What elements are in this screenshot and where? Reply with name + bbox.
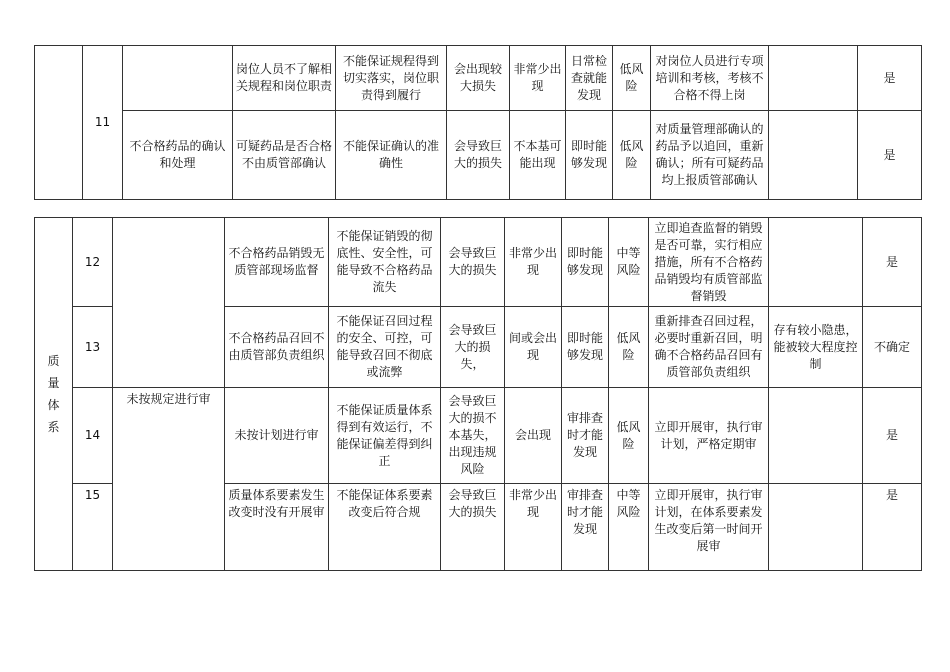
cause-cell: 不合格药品召回不由质管部负责组织 bbox=[225, 307, 329, 388]
acceptable-cell: 是 bbox=[863, 218, 922, 307]
residual-risk-cell bbox=[769, 111, 858, 200]
item-cell bbox=[113, 218, 225, 388]
residual-risk-cell bbox=[769, 46, 858, 111]
consequence-cell: 不能保证召回过程的安全、可控，可能导致召回不彻底或流弊 bbox=[329, 307, 441, 388]
measures-cell: 立即开展审，执行审计划，严格定期审 bbox=[649, 388, 769, 484]
risk-level-cell: 中等风险 bbox=[609, 218, 649, 307]
cause-cell: 岗位人员不了解相关规程和岗位职责 bbox=[233, 46, 336, 111]
acceptable-cell: 是 bbox=[858, 111, 922, 200]
measures-cell: 对质量管理部确认的药品予以追回，重新确认；所有可疑药品均上报质管部确认 bbox=[651, 111, 769, 200]
risk-level-cell: 低风险 bbox=[613, 111, 651, 200]
severity-cell: 会出现较大损失 bbox=[447, 46, 510, 111]
consequence-cell: 不能保证体系要素改变后符合规 bbox=[329, 484, 441, 571]
consequence-cell: 不能保证确认的准确性 bbox=[336, 111, 447, 200]
severity-cell: 会导致巨大的损失 bbox=[441, 218, 505, 307]
category-cell bbox=[35, 218, 73, 571]
residual-risk-cell bbox=[769, 218, 863, 307]
severity-cell: 会导致巨大的损失， bbox=[441, 307, 505, 388]
table-row bbox=[35, 46, 922, 111]
detection-cell: 日常检查就能发现 bbox=[566, 46, 613, 111]
table-row bbox=[35, 218, 922, 307]
acceptable-cell: 是 bbox=[863, 388, 922, 484]
detection-cell: 即时能够发现 bbox=[566, 111, 613, 200]
measures-cell: 立即开展审，执行审计划，在体系要素发生改变后第一时间开展审 bbox=[649, 484, 769, 571]
consequence-cell: 不能保证规程得到切实落实，岗位职责得到履行 bbox=[336, 46, 447, 111]
cause-cell: 可疑药品是否合格不由质管部确认 bbox=[233, 111, 336, 200]
item-cell: 未按规定进行审 bbox=[113, 388, 225, 571]
measures-cell: 对岗位人员进行专项培训和考核，考核不合格不得上岗 bbox=[651, 46, 769, 111]
severity-cell: 会导致巨大的损失 bbox=[441, 484, 505, 571]
row-number: 13 bbox=[73, 307, 113, 388]
likelihood-cell: 会出现 bbox=[505, 388, 562, 484]
detection-cell: 即时能够发现 bbox=[562, 218, 609, 307]
item-cell: 不合格药品的确认和处理 bbox=[123, 111, 233, 200]
measures-cell: 重新排查召回过程，必要时重新召回，明确不合格药品召回有质管部负责组织 bbox=[649, 307, 769, 388]
risk-level-cell: 低风险 bbox=[609, 307, 649, 388]
category-cell bbox=[35, 46, 83, 200]
cause-cell: 未按计划进行审 bbox=[225, 388, 329, 484]
likelihood-cell: 非常少出现 bbox=[510, 46, 566, 111]
consequence-cell: 不能保证质量体系得到有效运行，不能保证偏差得到纠正 bbox=[329, 388, 441, 484]
table-row bbox=[35, 388, 922, 484]
severity-cell: 会导致巨大的损不本基失，出现违规风险 bbox=[441, 388, 505, 484]
consequence-cell: 不能保证销毁的彻底性、安全性，可能导致不合格药品流失 bbox=[329, 218, 441, 307]
item-cell bbox=[123, 46, 233, 111]
detection-cell: 即时能够发现 bbox=[562, 307, 609, 388]
row-number: 12 bbox=[73, 218, 113, 307]
category-label: 质量体系 bbox=[47, 354, 60, 434]
cause-cell: 不合格药品销毁无质管部现场监督 bbox=[225, 218, 329, 307]
detection-cell: 审排查时才能发现 bbox=[562, 484, 609, 571]
row-number: 14 bbox=[73, 388, 113, 484]
acceptable-cell: 不确定 bbox=[863, 307, 922, 388]
likelihood-cell: 间或会出现 bbox=[505, 307, 562, 388]
likelihood-cell: 不本基可能出现 bbox=[510, 111, 566, 200]
risk-level-cell: 中等风险 bbox=[609, 484, 649, 571]
table-row bbox=[35, 111, 922, 200]
risk-table-2 bbox=[34, 217, 922, 571]
severity-cell: 会导致巨大的损失 bbox=[447, 111, 510, 200]
risk-table-1 bbox=[34, 45, 922, 200]
residual-risk-cell: 存有较小隐患，能被较大程度控制 bbox=[769, 307, 863, 388]
row-number: 15 bbox=[73, 484, 113, 571]
risk-level-cell: 低风险 bbox=[613, 46, 651, 111]
acceptable-cell: 是 bbox=[858, 46, 922, 111]
measures-cell: 立即追查监督的销毁是否可靠，实行相应措施，所有不合格药品销毁均有质管部监督销毁 bbox=[649, 218, 769, 307]
residual-risk-cell bbox=[769, 388, 863, 484]
detection-cell: 审排查时才能发现 bbox=[562, 388, 609, 484]
residual-risk-cell bbox=[769, 484, 863, 571]
row-number: 11 bbox=[83, 46, 123, 200]
cause-cell: 质量体系要素发生改变时没有开展审 bbox=[225, 484, 329, 571]
likelihood-cell: 非常少出现 bbox=[505, 218, 562, 307]
risk-level-cell: 低风险 bbox=[609, 388, 649, 484]
acceptable-cell: 是 bbox=[863, 484, 922, 571]
likelihood-cell: 非常少出现 bbox=[505, 484, 562, 571]
